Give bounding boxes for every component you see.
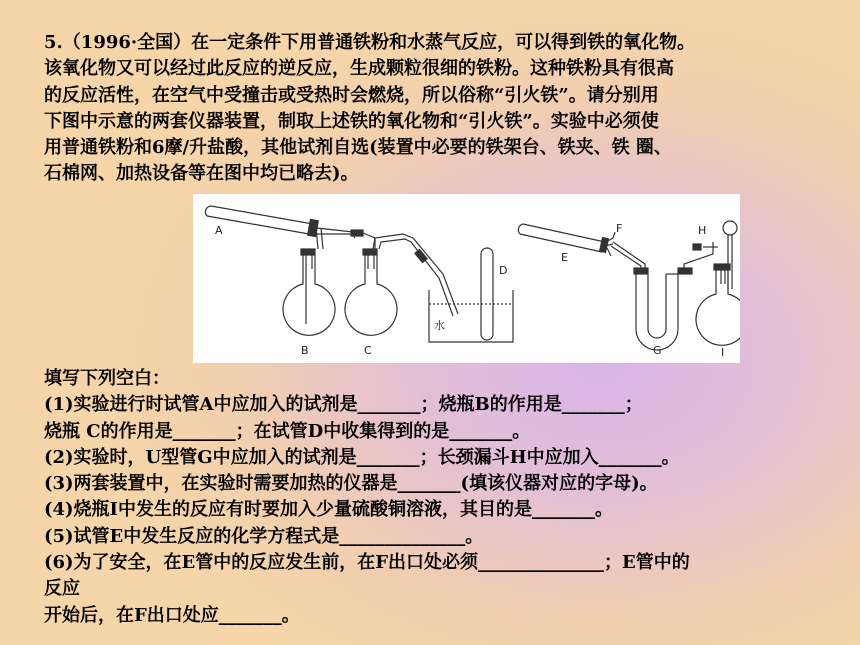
flask-i [696, 270, 740, 345]
question-line: (3)两套装置中，在实验时需要加热的仪器是_______(填该仪器对应的字母)。 [44, 473, 658, 495]
question-line: (1)实验进行时试管A中应加入的试剂是_______；烧瓶B的作用是_______； [44, 394, 643, 416]
label-h: H [698, 224, 707, 237]
question-line: (4)烧瓶I中发生的反应有时要加入少量硫酸铜溶液，其目的是_______。 [44, 499, 613, 521]
label-i: I [721, 346, 725, 359]
stopper-i [714, 264, 730, 270]
flask-c [345, 255, 397, 335]
label-f: F [616, 222, 623, 235]
stopper-b [301, 249, 315, 255]
problem-line: 该氧化物又可以经过此反应的逆反应，生成颗粒很细的铁粉。这种铁粉具有很高 [44, 58, 674, 80]
test-tube-d [481, 254, 493, 340]
label-g: G [653, 344, 662, 357]
label-b: B [301, 344, 309, 357]
label-d: D [499, 264, 508, 277]
question-line: (6)为了安全，在E管中的反应发生前，在F出口处必须______________；E管中的 [44, 552, 690, 574]
problem-line: 下图中示意的两套仪器装置，制取上述铁的氧化物和“引火铁”。实验中必须使 [44, 110, 659, 132]
problem-statement [44, 30, 814, 188]
stopper-c [363, 249, 377, 255]
question-line: 填写下列空白： [44, 368, 170, 389]
questions [44, 366, 814, 629]
problem-line: 石棉网、加热设备等在图中均已略去)。 [44, 163, 359, 185]
question-line: 开始后，在F出口处应_______。 [44, 604, 300, 626]
label-c: C [364, 344, 372, 357]
question-line: (5)试管E中发生反应的化学方程式是______________。 [44, 525, 484, 547]
funnel-h [723, 221, 737, 235]
apparatus-figure [193, 194, 740, 363]
label-e: E [561, 251, 568, 264]
problem-line: 的反应活性，在空气中受撞击或受热时会燃烧，所以俗称“引火铁”。请分别用 [44, 84, 659, 106]
label-a: A [215, 224, 223, 237]
water-trough [429, 290, 513, 342]
question-line: 反应 [44, 578, 80, 600]
flask-b [283, 255, 335, 335]
apparatus-diagram [193, 194, 740, 363]
question-line: 烧瓶 C的作用是_______；在试管D中收集得到的是_______。 [44, 420, 531, 442]
problem-line: 用普通铁粉和6摩/升盐酸，其他试剂自选(装置中必要的铁架台、铁夹、铁 圈、 [44, 137, 672, 159]
water-label: 水 [434, 319, 445, 332]
question-line: (2)实验时，U型管G中应加入的试剂是_______；长颈漏斗H中应加入_______。 [44, 446, 680, 468]
problem-line: 5.（1996·全国）在一定条件下用普通铁粉和水蒸气反应，可以得到铁的氧化物。 [44, 32, 696, 53]
test-tube-e [518, 224, 605, 252]
